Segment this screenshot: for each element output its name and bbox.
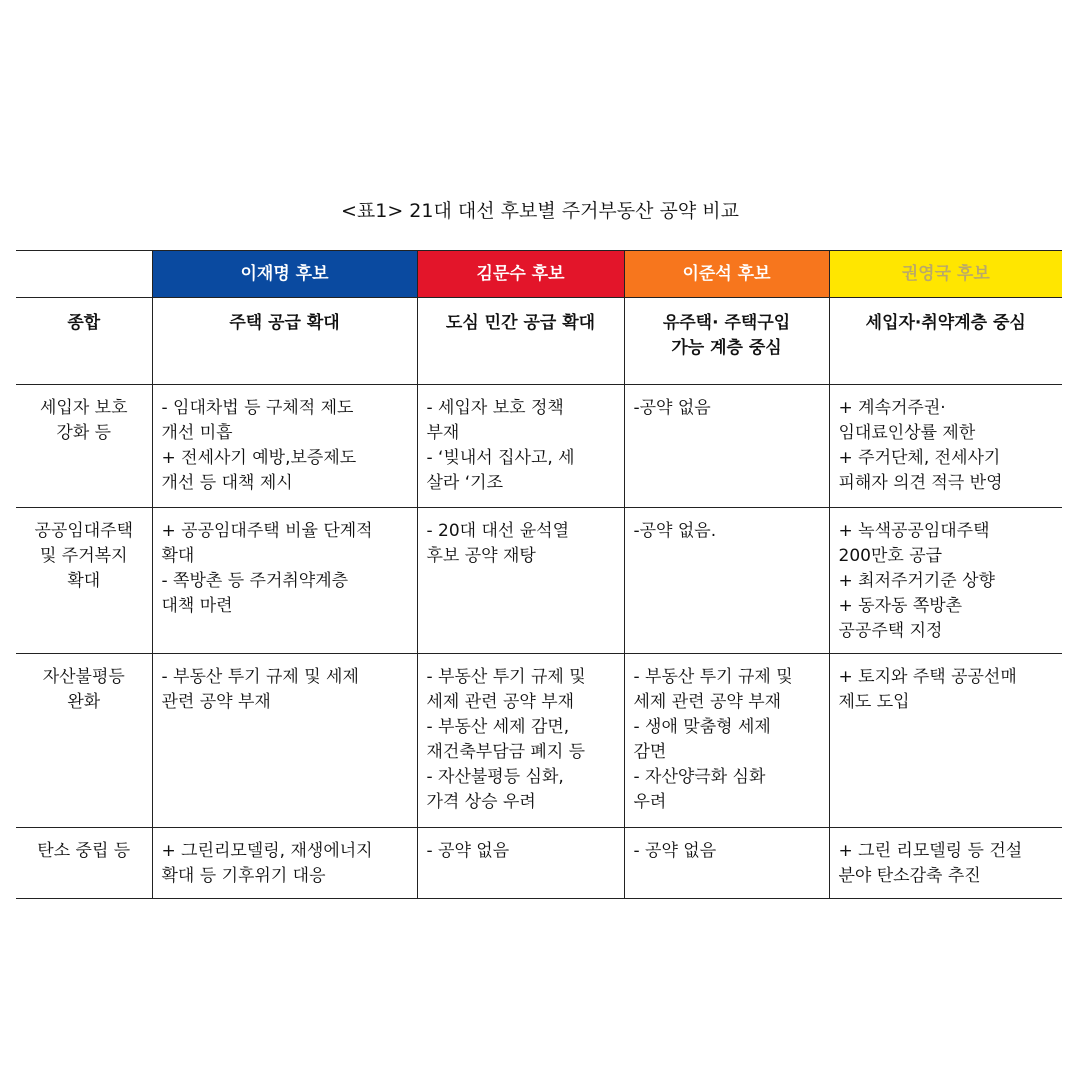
row-label-tenant-protection: 세입자 보호 강화 등 xyxy=(16,385,152,508)
table-cell: + 토지와 주택 공공선매 제도 도입 xyxy=(829,654,1062,828)
table-cell: - 20대 대선 윤석열 후보 공약 재탕 xyxy=(417,508,624,654)
table-cell: + 녹색공공임대주택 200만호 공급 + 최저주거기준 상향 + 동자동 쪽방촌 공공주택 지정 xyxy=(829,508,1062,654)
table-cell: + 공공임대주택 비율 단계적 확대 - 쪽방촌 등 주거취약계층 대책 마련 xyxy=(152,508,417,654)
header-corner-cell xyxy=(16,251,152,298)
table-cell: + 그린 리모델링 등 건설 분야 탄소감축 추진 xyxy=(829,828,1062,899)
table-cell: -공약 없음 xyxy=(624,385,829,508)
summary-cell-lee-junseok: 유주택· 주택구입 가능 계층 중심 xyxy=(624,298,829,385)
summary-cell-kim-moonsoo: 도심 민간 공급 확대 xyxy=(417,298,624,385)
header-kwon-youngguk: 권영국 후보 xyxy=(829,251,1062,298)
table-row xyxy=(16,508,1062,654)
table-header-row xyxy=(16,251,1062,298)
table-cell: + 계속거주권· 임대료인상률 제한 + 주거단체, 전세사기 피해자 의견 적극 반영 xyxy=(829,385,1062,508)
table-cell: - 세입자 보호 정책 부재 - ‘빚내서 집사고, 세 살라 ‘기조 xyxy=(417,385,624,508)
table-row xyxy=(16,385,1062,508)
table-cell: - 부동산 투기 규제 및 세제 관련 공약 부재 - 생애 맞춤형 세제 감면 - 자산양극화 심화 우려 xyxy=(624,654,829,828)
header-kim-moonsoo: 김문수 후보 xyxy=(417,251,624,298)
table-cell: + 그린리모델링, 재생에너지 확대 등 기후위기 대응 xyxy=(152,828,417,899)
summary-row xyxy=(16,298,1062,385)
table-cell: - 부동산 투기 규제 및 세제 관련 공약 부재 xyxy=(152,654,417,828)
table-cell: - 공약 없음 xyxy=(624,828,829,899)
row-label-carbon-neutral: 탄소 중립 등 xyxy=(16,828,152,899)
table-caption: <표1> 21대 대선 후보별 주거부동산 공약 비교 xyxy=(340,200,739,222)
pledge-comparison-table xyxy=(16,250,1062,899)
table-cell: -공약 없음. xyxy=(624,508,829,654)
summary-cell-lee-jaemyung: 주택 공급 확대 xyxy=(152,298,417,385)
summary-label: 종합 xyxy=(16,298,152,385)
table-cell: - 공약 없음 xyxy=(417,828,624,899)
header-lee-junseok: 이준석 후보 xyxy=(624,251,829,298)
summary-cell-kwon-youngguk: 세입자·취약계층 중심 xyxy=(829,298,1062,385)
table-cell: - 부동산 투기 규제 및 세제 관련 공약 부재 - 부동산 세제 감면, 재건축부담금 폐지 등 - 자산불평등 심화, 가격 상승 우려 xyxy=(417,654,624,828)
row-label-public-housing: 공공임대주택 및 주거복지 확대 xyxy=(16,508,152,654)
table-cell: - 임대차법 등 구체적 제도 개선 미흡 + 전세사기 예방,보증제도 개선 등 대책 제시 xyxy=(152,385,417,508)
table-row xyxy=(16,654,1062,828)
row-label-asset-inequality: 자산불평등 완화 xyxy=(16,654,152,828)
table-row xyxy=(16,828,1062,899)
header-lee-jaemyung: 이재명 후보 xyxy=(152,251,417,298)
